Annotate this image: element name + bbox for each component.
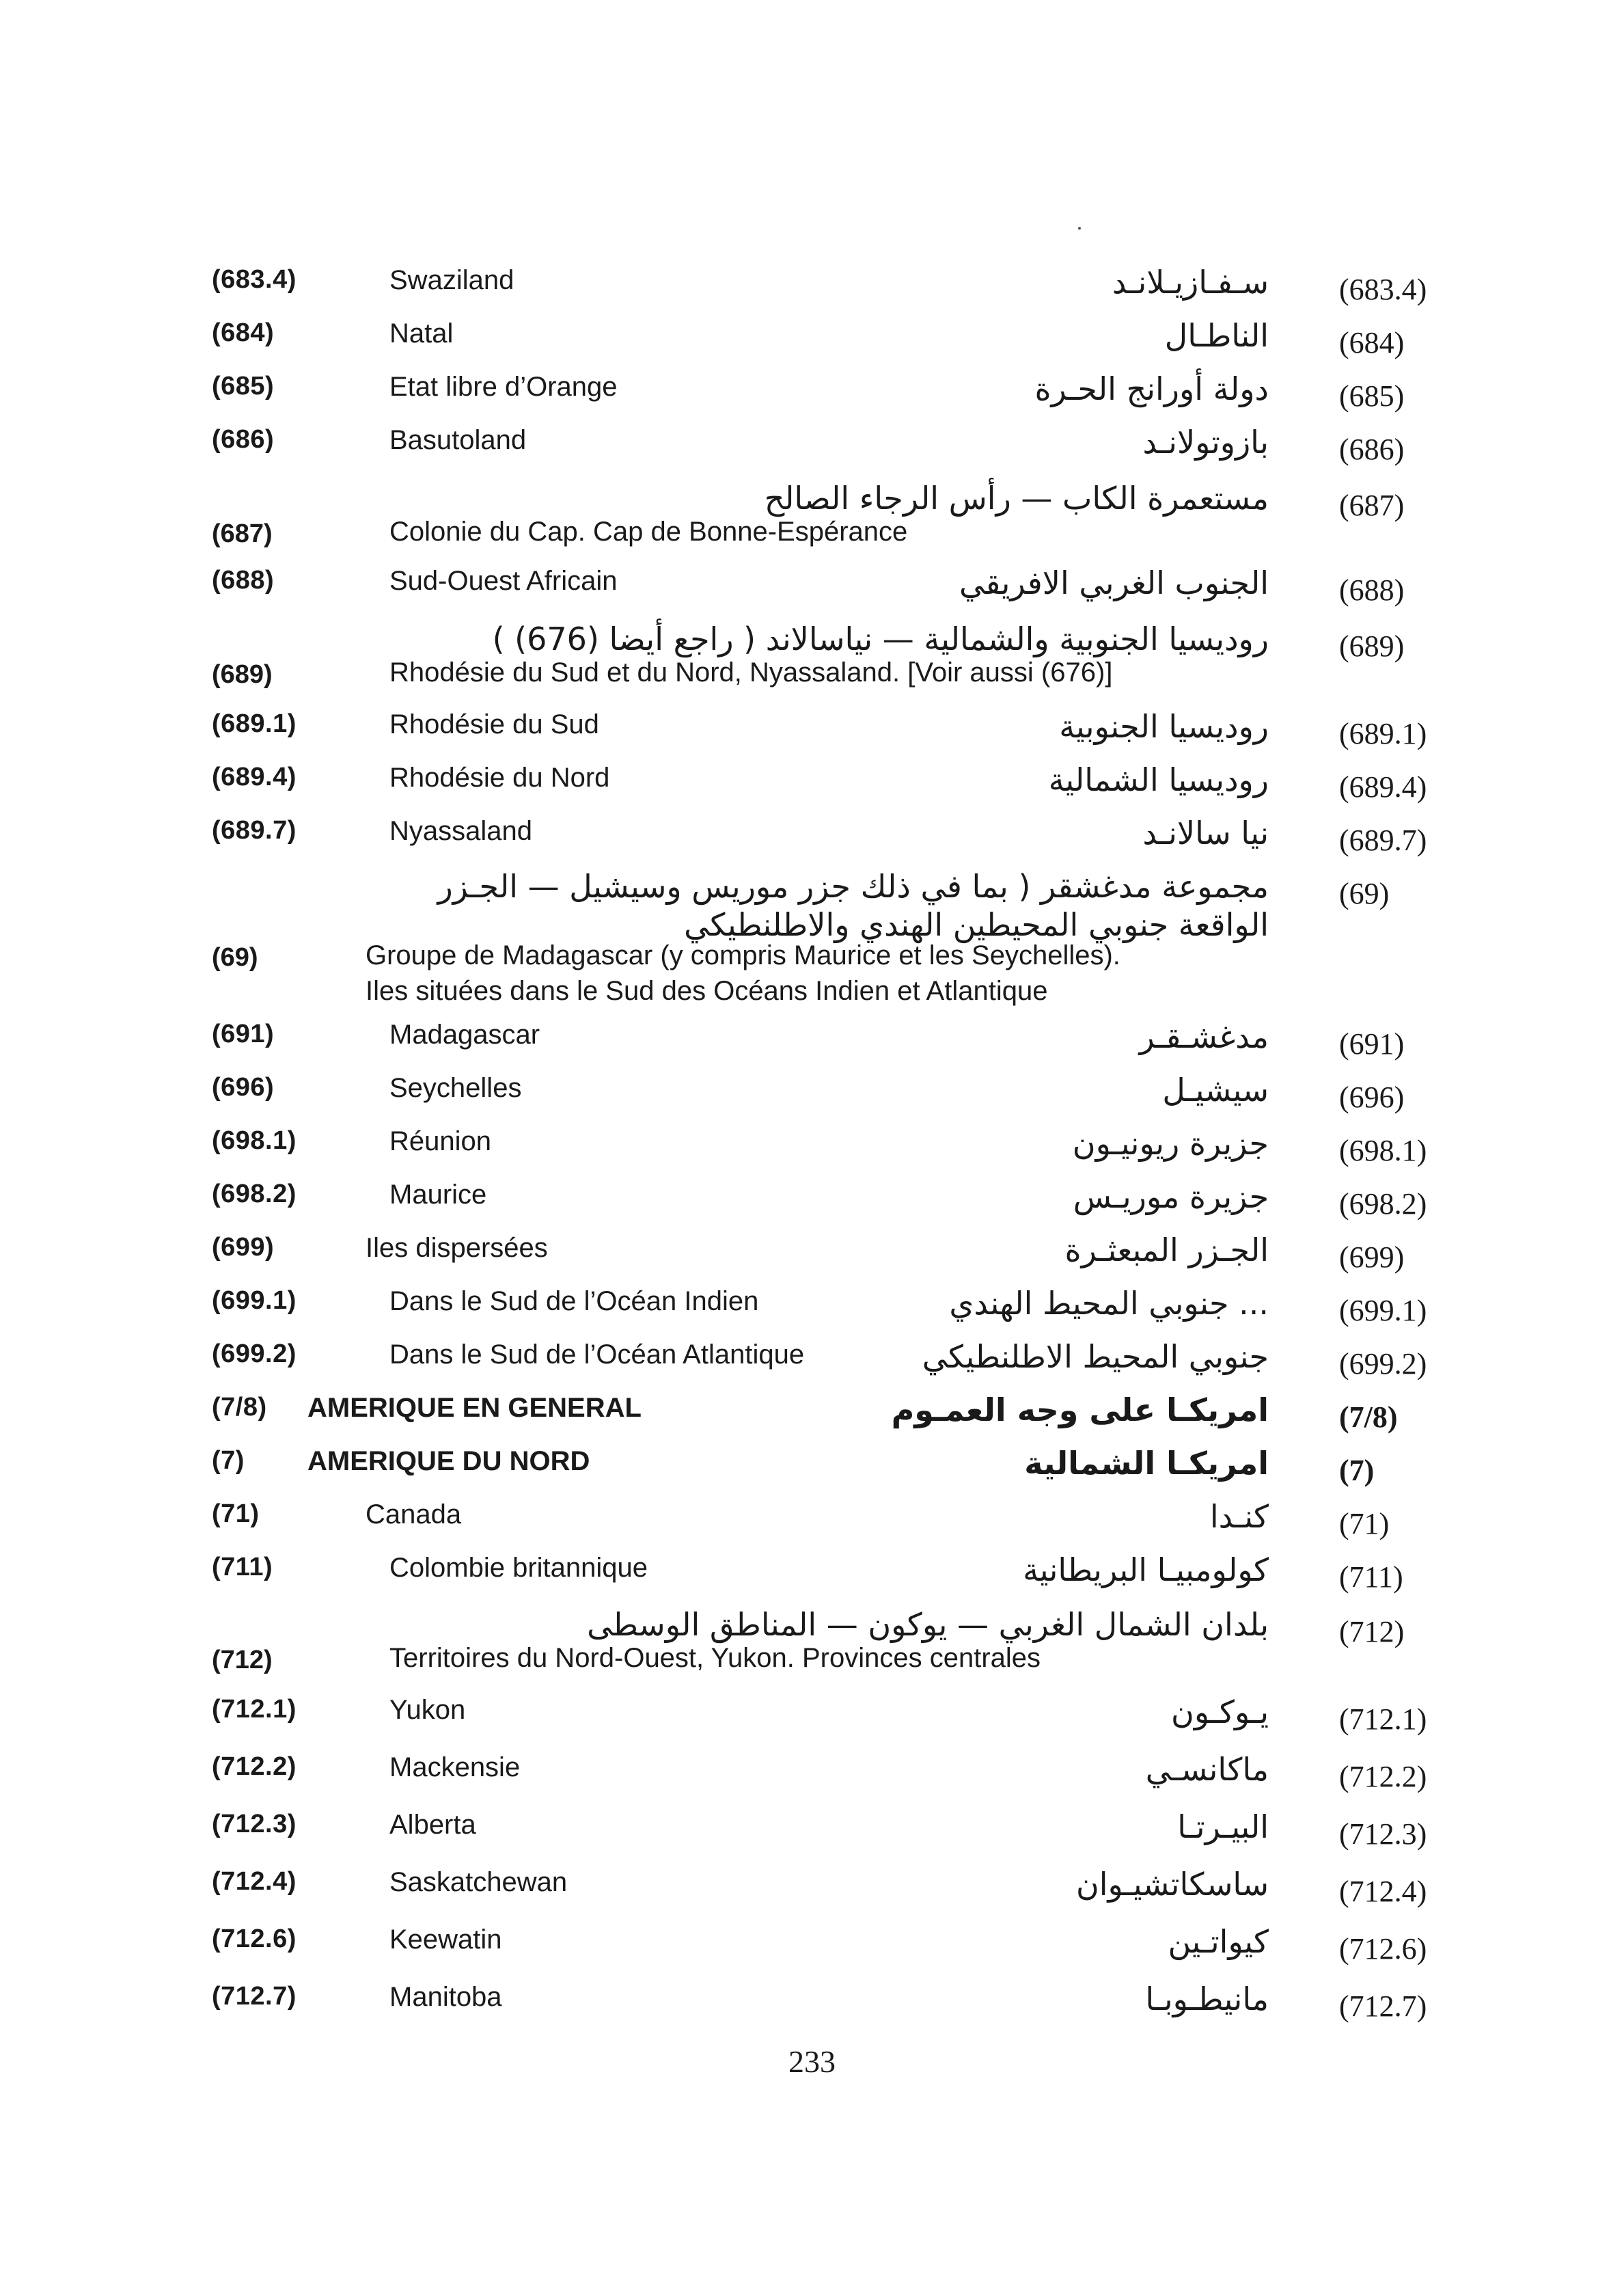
- french-label: AMERIQUE DU NORD: [307, 1446, 590, 1476]
- french-label: AMERIQUE EN GENERAL: [307, 1393, 642, 1423]
- arabic-label: ساسكاتشيـوان: [1075, 1866, 1269, 1903]
- left-code: (712): [212, 1646, 273, 1674]
- entry-712-4: [0, 1862, 1624, 1915]
- arabic-label: بازوتولانـد: [1142, 424, 1269, 461]
- right-code: (691): [1339, 1027, 1405, 1061]
- entry-69: [0, 868, 1624, 1005]
- french-label: Rhodésie du Sud et du Nord, Nyassaland. [Voir aussi (676)]: [389, 657, 1113, 688]
- left-code: (689.7): [212, 816, 297, 845]
- arabic-label: مدغشـقـر: [1139, 1018, 1269, 1055]
- arabic-label: دولة أورانج الحـرة: [1034, 370, 1269, 407]
- french-label: Canada: [366, 1499, 462, 1530]
- arabic-label-continued: الواقعة جنوبي المحيطين الهندي والاطلنطيكي: [684, 906, 1269, 943]
- arabic-label: روديسيا الجنوبية والشمالية — نياسالاند ( راجع أيضا (676) ): [492, 621, 1269, 657]
- entry-689-1: [0, 704, 1624, 757]
- right-code: (7): [1339, 1454, 1375, 1487]
- french-label: Dans le Sud de l’Océan Atlantique: [389, 1340, 805, 1370]
- right-code: (689.7): [1339, 824, 1427, 857]
- french-label: Rhodésie du Sud: [389, 709, 599, 739]
- french-label: Natal: [389, 318, 454, 349]
- right-code: (698.2): [1339, 1187, 1427, 1221]
- left-code: (71): [212, 1499, 260, 1528]
- right-code: (712): [1339, 1615, 1405, 1648]
- entry-7: [0, 1441, 1624, 1494]
- entry-685: [0, 366, 1624, 420]
- entry-689-4: [0, 757, 1624, 811]
- right-code: (699.1): [1339, 1294, 1427, 1327]
- french-label: Saskatchewan: [389, 1867, 568, 1897]
- right-code: (712.1): [1339, 1702, 1427, 1736]
- left-code: (712.4): [212, 1867, 297, 1896]
- left-code: (698.2): [212, 1180, 297, 1208]
- french-label: Alberta: [389, 1810, 476, 1840]
- entry-696: [0, 1068, 1624, 1121]
- right-code: (698.1): [1339, 1134, 1427, 1167]
- right-code: (712.7): [1339, 1989, 1427, 2023]
- left-code: (691): [212, 1020, 275, 1048]
- right-code: (689): [1339, 629, 1405, 663]
- french-label: Réunion: [389, 1126, 492, 1156]
- arabic-label: مستعمرة الكاب — رأس الرجاء الصالح: [764, 480, 1269, 517]
- right-code: (712.3): [1339, 1817, 1427, 1851]
- arabic-label: الجنوب الغربي الافريقي: [959, 565, 1269, 601]
- entry-712-3: [0, 1804, 1624, 1858]
- left-code: (688): [212, 566, 275, 595]
- entry-712-1: [0, 1689, 1624, 1743]
- right-code: (683.4): [1339, 273, 1427, 306]
- french-label: Manitoba: [389, 1982, 502, 2012]
- left-code: (686): [212, 425, 275, 454]
- left-code: (712.6): [212, 1925, 297, 1953]
- left-code: (699): [212, 1233, 275, 1262]
- entry-689: [0, 621, 1624, 696]
- left-code: (712.1): [212, 1695, 297, 1724]
- french-label: Sud-Ouest Africain: [389, 566, 618, 596]
- arabic-label: مجموعة مدغشقر ( بما في ذلك جزر موريس وسيشيل — الجـزر: [437, 868, 1269, 905]
- right-code: (69): [1339, 877, 1390, 910]
- entry-683-4: [0, 260, 1624, 313]
- left-code: (711): [212, 1553, 273, 1581]
- left-code: (7): [212, 1446, 245, 1475]
- left-code: (712.3): [212, 1810, 297, 1838]
- arabic-label: كولومبيـا البريطانية: [1023, 1551, 1269, 1588]
- entry-71: [0, 1494, 1624, 1547]
- french-label: Iles dispersées: [366, 1233, 548, 1263]
- entry-684: [0, 313, 1624, 366]
- french-label: Groupe de Madagascar (y compris Maurice et les Seychelles).: [366, 940, 1120, 970]
- right-code: (7/8): [1339, 1400, 1398, 1434]
- arabic-label: جنوبي المحيط الاطلنطيكي: [922, 1338, 1269, 1375]
- arabic-label: يـوكـون: [1171, 1694, 1269, 1730]
- french-label: Dans le Sud de l’Océan Indien: [389, 1286, 759, 1316]
- french-label: Rhodésie du Nord: [389, 763, 610, 793]
- arabic-label: مانيطـوبـا: [1145, 1981, 1269, 2017]
- left-code: (689.4): [212, 763, 297, 791]
- right-code: (696): [1339, 1080, 1405, 1114]
- right-code: (71): [1339, 1507, 1390, 1540]
- left-code: (7/8): [212, 1393, 267, 1422]
- arabic-label: ماكانسـي: [1145, 1751, 1269, 1788]
- entry-7-8: [0, 1387, 1624, 1441]
- left-code: (696): [212, 1073, 275, 1102]
- left-code: (712.2): [212, 1752, 297, 1781]
- french-label: Etat libre d’Orange: [389, 372, 618, 402]
- french-label: Territoires du Nord-Ouest, Yukon. Provinces centrales: [389, 1643, 1041, 1673]
- french-label: Colombie britannique: [389, 1553, 648, 1583]
- entry-698-1: [0, 1121, 1624, 1174]
- french-label: Keewatin: [389, 1925, 502, 1955]
- french-label: Colonie du Cap. Cap de Bonne-Espérance: [389, 517, 908, 547]
- arabic-label: الجـزر المبعثـرة: [1064, 1232, 1269, 1268]
- right-code: (712.2): [1339, 1760, 1427, 1793]
- entry-686: [0, 420, 1624, 473]
- left-code: (683.4): [212, 265, 297, 294]
- arabic-label: الناطـال: [1164, 317, 1269, 354]
- page-number: 233: [788, 2044, 836, 2079]
- arabic-label: بلدان الشمال الغربي — يوكون — المناطق الوسطى: [587, 1606, 1269, 1643]
- french-label: Seychelles: [389, 1073, 522, 1103]
- arabic-label: روديسيا الشمالية: [1048, 761, 1269, 798]
- right-code: (688): [1339, 573, 1405, 607]
- right-code: (712.6): [1339, 1932, 1427, 1966]
- right-code: (711): [1339, 1560, 1403, 1594]
- right-code: (689.4): [1339, 770, 1427, 804]
- entry-712-7: [0, 1976, 1624, 2030]
- left-code: (689.1): [212, 709, 297, 738]
- entry-711: [0, 1547, 1624, 1601]
- entry-698-2: [0, 1174, 1624, 1227]
- left-code: (698.1): [212, 1126, 297, 1155]
- entry-691: [0, 1014, 1624, 1068]
- french-label: Madagascar: [389, 1020, 540, 1050]
- french-label: Basutoland: [389, 425, 527, 455]
- french-label: Yukon: [389, 1695, 466, 1725]
- right-code: (699): [1339, 1240, 1405, 1274]
- french-label: Swaziland: [389, 265, 514, 295]
- right-code: (689.1): [1339, 717, 1427, 750]
- arabic-label: نيا سالانـد: [1142, 815, 1269, 852]
- french-label: Maurice: [389, 1180, 487, 1210]
- arabic-label: سـفـازيـلانـد: [1112, 264, 1269, 301]
- arabic-label: سيشيـل: [1162, 1072, 1269, 1109]
- right-code: (699.2): [1339, 1347, 1427, 1381]
- arabic-label: البيـرتـا: [1177, 1808, 1269, 1845]
- entry-712-6: [0, 1919, 1624, 1972]
- entry-699-2: [0, 1334, 1624, 1387]
- right-code: (686): [1339, 433, 1405, 466]
- entry-699-1: [0, 1281, 1624, 1334]
- arabic-label: جزيرة ريونيـون: [1072, 1125, 1269, 1162]
- arabic-label: جزيرة موريـس: [1073, 1178, 1269, 1215]
- right-code: (712.4): [1339, 1875, 1427, 1908]
- left-code: (699.2): [212, 1340, 297, 1368]
- french-label: Mackensie: [389, 1752, 521, 1782]
- entry-712-2: [0, 1747, 1624, 1800]
- left-code: (69): [212, 943, 258, 972]
- entry-712: [0, 1606, 1624, 1681]
- french-label-continued: Iles situées dans le Sud des Océans Indien et Atlantique: [366, 976, 1048, 1006]
- left-code: (712.7): [212, 1982, 297, 2011]
- entry-689-7: [0, 811, 1624, 864]
- stray-mark: [1078, 227, 1081, 230]
- right-code: (687): [1339, 489, 1405, 522]
- arabic-label: امريكـا على وجه العمـوم: [891, 1391, 1269, 1428]
- left-code: (699.1): [212, 1286, 297, 1315]
- left-code: (687): [212, 519, 273, 548]
- entry-687: [0, 480, 1624, 555]
- right-code: (684): [1339, 326, 1405, 359]
- left-code: (685): [212, 372, 275, 400]
- entry-688: [0, 560, 1624, 614]
- arabic-label: روديسيا الجنوبية: [1059, 708, 1269, 745]
- left-code: (684): [212, 318, 275, 347]
- french-label: Nyassaland: [389, 816, 533, 846]
- right-code: (685): [1339, 379, 1405, 413]
- left-code: (689): [212, 660, 273, 689]
- arabic-label: كنـدا: [1209, 1498, 1269, 1535]
- arabic-label: كيواتـين: [1168, 1923, 1269, 1960]
- arabic-label: امريكـا الشمالية: [1024, 1445, 1269, 1482]
- entry-699: [0, 1227, 1624, 1281]
- arabic-label: ... جنوبي المحيط الهندي: [949, 1285, 1269, 1322]
